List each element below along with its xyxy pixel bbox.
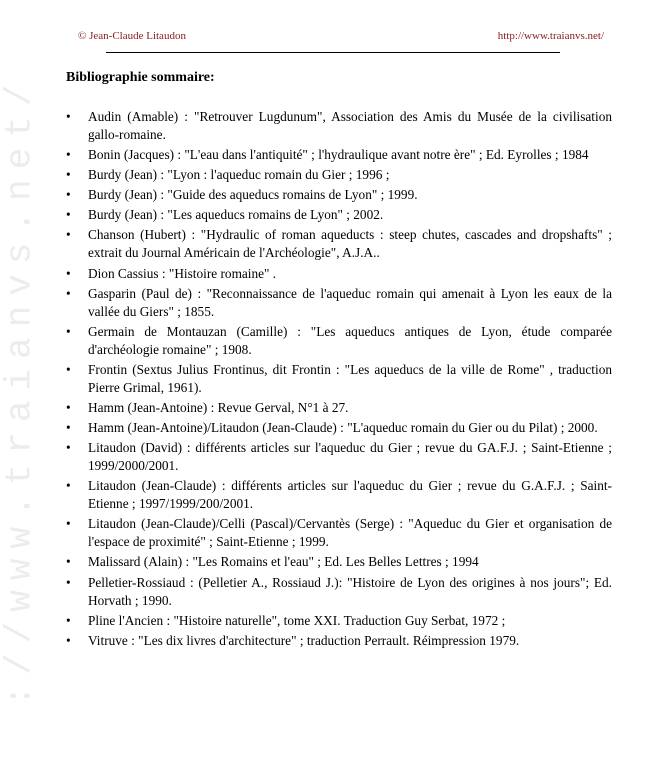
header-divider — [106, 52, 560, 53]
bullet-icon: • — [66, 207, 71, 223]
entry-text: Dion Cassius : "Histoire romaine" . — [88, 265, 277, 281]
bibliography-entry — [66, 477, 612, 513]
bibliography-entry — [66, 439, 612, 475]
bibliography-entry — [66, 166, 612, 184]
bibliography-entry — [66, 285, 612, 321]
bibliography-entry — [66, 632, 612, 650]
bullet-icon: • — [66, 285, 71, 301]
entry-text: Litaudon (Jean-Claude) : différents articles sur l'aqueduc du Gier ; revue du G.A.F.J. ; Saint-Etienne ; 1997/1999/200/2001. — [88, 478, 612, 512]
bullet-icon: • — [66, 147, 71, 163]
entry-text: Burdy (Jean) : "Guide des aqueducs romains de Lyon" ; 1999. — [88, 187, 418, 203]
bullet-icon: • — [66, 167, 71, 183]
entry-text: Hamm (Jean-Antoine)/Litaudon (Jean-Claude) : "L'aqueduc romain du Gier ou du Pilat) ; 2000. — [88, 420, 598, 436]
bibliography-entry — [66, 419, 612, 437]
copyright-text: © Jean-Claude Litaudon — [78, 30, 186, 42]
entry-text: Burdy (Jean) : "Les aqueducs romains de Lyon" ; 2002. — [88, 207, 384, 223]
entry-text: Burdy (Jean) : "Lyon : l'aqueduc romain du Gier ; 1996 ; — [88, 167, 390, 183]
bullet-icon: • — [66, 516, 71, 532]
watermark-text: ://www.traianvs.net/ — [0, 74, 41, 707]
bullet-icon: • — [66, 265, 71, 281]
bibliography-entry — [66, 323, 612, 359]
bibliography-entry — [66, 399, 612, 417]
bibliography-entry — [66, 226, 612, 262]
entry-text: Gasparin (Paul de) : "Reconnaissance de l'aqueduc romain qui amenait à Lyon les eaux de la vallée du Giers" ; 1855. — [88, 285, 612, 319]
bullet-icon: • — [66, 554, 71, 570]
bullet-icon: • — [66, 440, 71, 456]
bibliography-entry — [66, 146, 612, 164]
bullet-icon: • — [66, 361, 71, 377]
bullet-icon: • — [66, 632, 71, 648]
site-url: http://www.traianvs.net/ — [497, 30, 604, 42]
entry-text: Litaudon (Jean-Claude)/Celli (Pascal)/Cervantès (Serge) : "Aqueduc du Gier et organisation de l'espace de proximité" ; Saint-Etienne ; 1999. — [88, 516, 612, 550]
entry-text: Chanson (Hubert) : "Hydraulic of roman aqueducts : steep chutes, cascades and dropshafts" ; extrait du Journal Américain de l'Archéologie", A.J.A.. — [88, 227, 612, 261]
bibliography-entry — [66, 361, 612, 397]
entry-text: Malissard (Alain) : "Les Romains et l'eau" ; Ed. Les Belles Lettres ; 1994 — [88, 554, 479, 570]
entry-text: Vitruve : "Les dix livres d'architecture" ; traduction Perrault. Réimpression 1979. — [88, 632, 520, 648]
bullet-icon: • — [66, 478, 71, 494]
bibliography-entry — [66, 206, 612, 224]
bullet-icon: • — [66, 399, 71, 415]
section-title: Bibliographie sommaire: — [66, 70, 215, 85]
entry-text: Litaudon (David) : différents articles sur l'aqueduc du Gier ; revue du GA.F.J. ; Saint-Etienne ; 1999/2000/2001. — [88, 440, 612, 474]
bullet-icon: • — [66, 227, 71, 243]
bibliography-entry — [66, 515, 612, 551]
bibliography-entry — [66, 574, 612, 610]
bibliography-entry — [66, 553, 612, 571]
entry-text: Audin (Amable) : "Retrouver Lugdunum", Association des Amis du Musée de la civilisation gallo-romaine. — [88, 109, 612, 142]
bibliography-list — [66, 108, 612, 652]
entry-text: Germain de Montauzan (Camille) : "Les aqueducs antiques de Lyon, étude comparée d'archéologie romaine" ; 1908. — [88, 323, 612, 357]
entry-text: Pelletier-Rossiaud : (Pelletier A., Rossiaud J.): "Histoire de Lyon des origines à nos jours"; Ed. Horvath ; 1990. — [88, 574, 612, 608]
bibliography-entry — [66, 612, 612, 630]
entry-text: Hamm (Jean-Antoine) : Revue Gerval, N°1 à 27. — [88, 399, 349, 415]
bullet-icon: • — [66, 187, 71, 203]
bibliography-entry — [66, 186, 612, 204]
bullet-icon: • — [66, 109, 71, 124]
bullet-icon: • — [66, 574, 71, 590]
bibliography-entry — [66, 108, 612, 144]
bibliography-entry — [66, 265, 612, 283]
bullet-icon: • — [66, 612, 71, 628]
bullet-icon: • — [66, 323, 71, 339]
entry-text: Frontin (Sextus Julius Frontinus, dit Frontin : "Les aqueducs de la ville de Rome" , traduction Pierre Grimal, 1961). — [88, 361, 612, 395]
bullet-icon: • — [66, 420, 71, 436]
entry-text: Pline l'Ancien : "Histoire naturelle", tome XXI. Traduction Guy Serbat, 1972 ; — [88, 612, 506, 628]
entry-text: Bonin (Jacques) : "L'eau dans l'antiquité" ; l'hydraulique avant notre ère" ; Ed. Eyrolles ; 1984 — [88, 147, 589, 163]
